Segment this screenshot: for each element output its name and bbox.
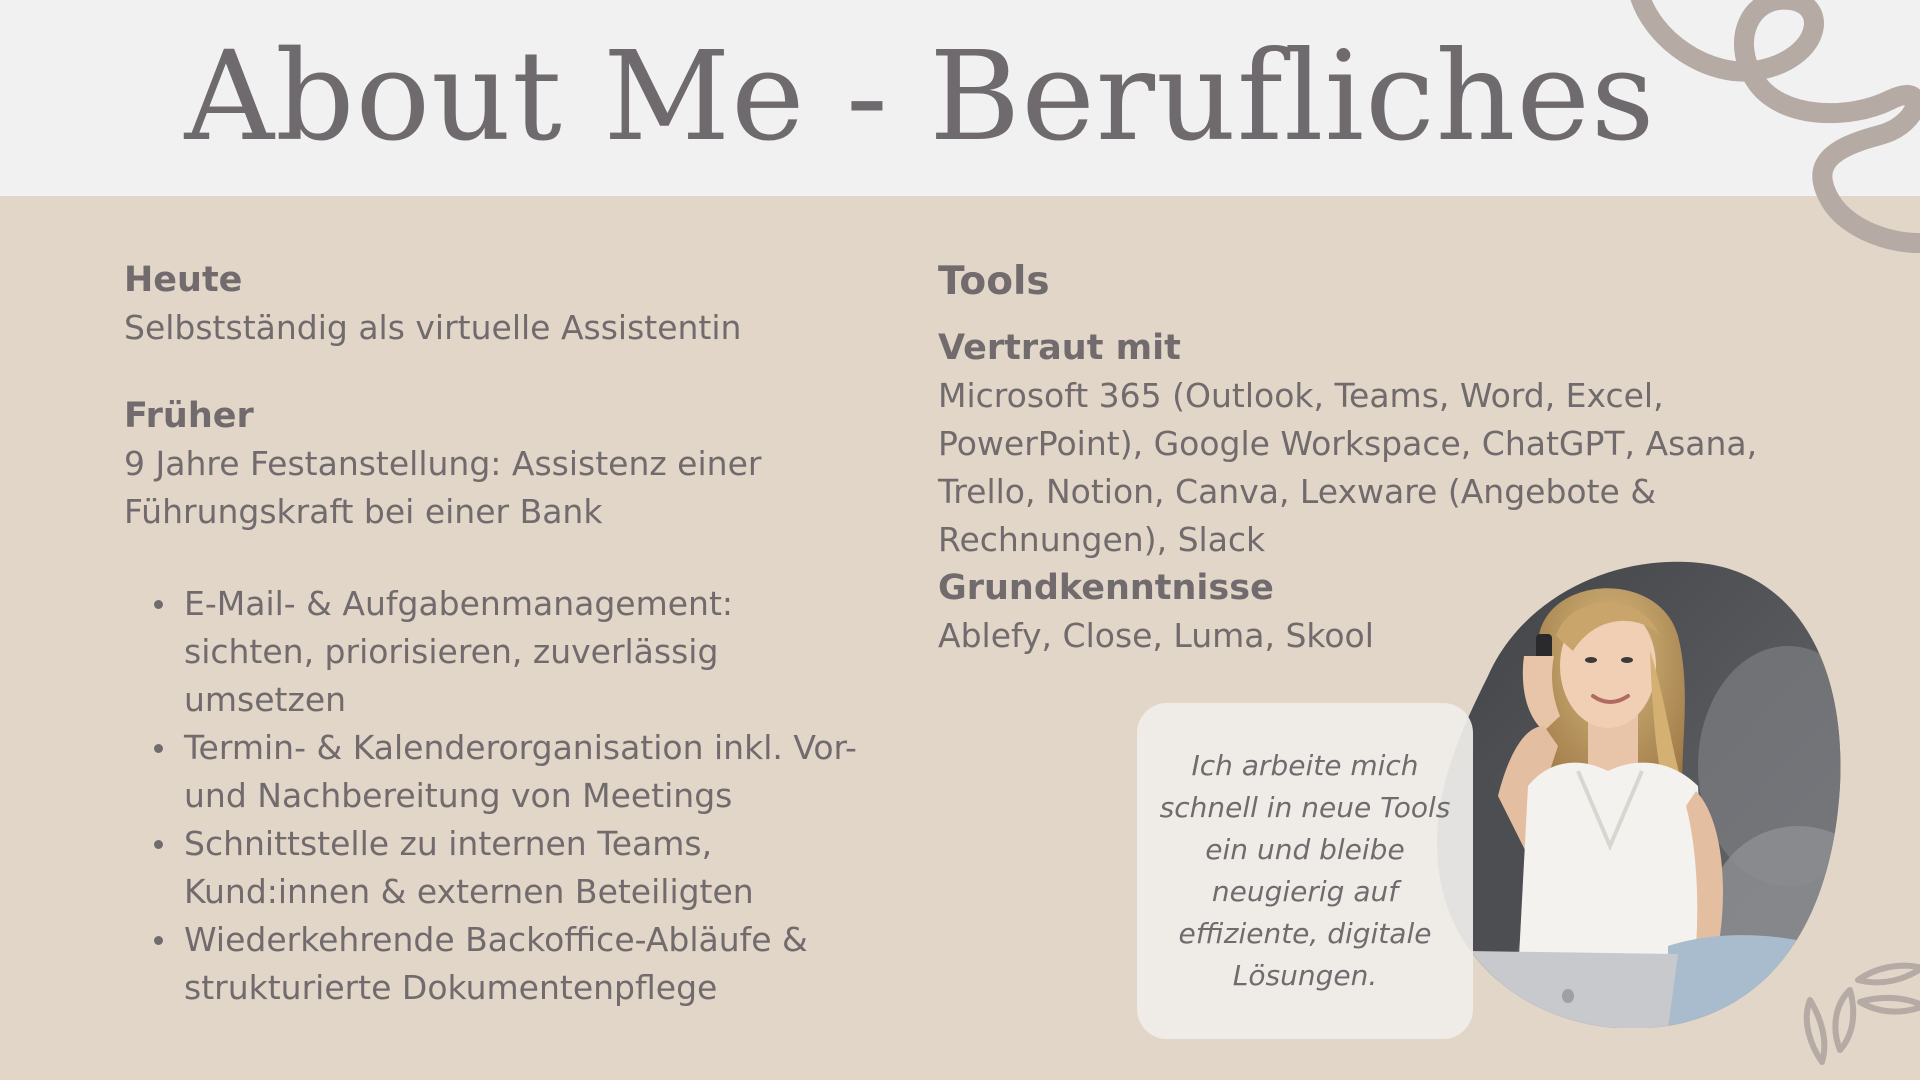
today-heading: Heute: [124, 260, 243, 300]
familiar-heading: Vertraut mit: [938, 328, 1181, 368]
familiar-text-line: PowerPoint), Google Workspace, ChatGPT, Asana,: [938, 424, 1758, 463]
bullet-icon: [154, 936, 163, 945]
list-item-line: Schnittstelle zu internen Teams,: [184, 824, 713, 863]
list-item-line: strukturierte Dokumentenpflege: [184, 968, 718, 1007]
list-item-line: E-Mail- & Aufgabenmanagement:: [184, 584, 734, 623]
list-item-line: umsetzen: [184, 680, 347, 719]
basics-text: Ablefy, Close, Luma, Skool: [938, 616, 1374, 655]
quote-line: neugierig auf: [1211, 875, 1399, 908]
familiar-text-line: Microsoft 365 (Outlook, Teams, Word, Excel,: [938, 376, 1664, 415]
quote-text: [1145, 745, 1465, 997]
quote-line: schnell in neue Tools: [1159, 791, 1451, 824]
bullet-icon: [154, 840, 163, 849]
list-item: [124, 820, 904, 916]
quote-line: Ich arbeite mich: [1191, 749, 1419, 782]
list-item-line: und Nachbereitung von Meetings: [184, 776, 733, 815]
list-item-line: Wiederkehrende Backoffice-Abläufe &: [184, 920, 808, 959]
past-text-line: Führungskraft bei einer Bank: [124, 492, 603, 531]
quote-line: effiziente, digitale: [1178, 917, 1432, 950]
list-item: [124, 916, 904, 1012]
task-list: [124, 580, 904, 1012]
portrait-photo: [1428, 556, 1848, 1028]
list-item-line: Kund:innen & externen Beteiligten: [184, 872, 754, 911]
list-item-line: sichten, priorisieren, zuverlässig: [184, 632, 719, 671]
slide-title: About Me - Berufliches: [184, 25, 1656, 169]
quote-card: [1137, 703, 1473, 1039]
basics-heading: Grundkenntnisse: [938, 568, 1274, 608]
swirl-ornament-icon: [1620, 0, 1920, 300]
bullet-icon: [154, 744, 163, 753]
familiar-text-line: Trello, Notion, Canva, Lexware (Angebote &: [938, 472, 1657, 511]
list-item-line: Termin- & Kalenderorganisation inkl. Vor-: [184, 728, 857, 767]
quote-line: Lösungen.: [1232, 959, 1378, 992]
past-heading: Früher: [124, 396, 254, 436]
past-text-line: 9 Jahre Festanstellung: Assistenz einer: [124, 444, 762, 483]
bullet-icon: [154, 600, 163, 609]
today-text: Selbstständig als virtuelle Assistentin: [124, 308, 742, 347]
list-item: [124, 580, 904, 724]
familiar-text-line: Rechnungen), Slack: [938, 520, 1266, 559]
quote-line: ein und bleibe: [1205, 833, 1405, 866]
list-item: [124, 724, 904, 820]
tools-heading: Tools: [938, 259, 1050, 304]
left-column: [124, 256, 904, 1012]
